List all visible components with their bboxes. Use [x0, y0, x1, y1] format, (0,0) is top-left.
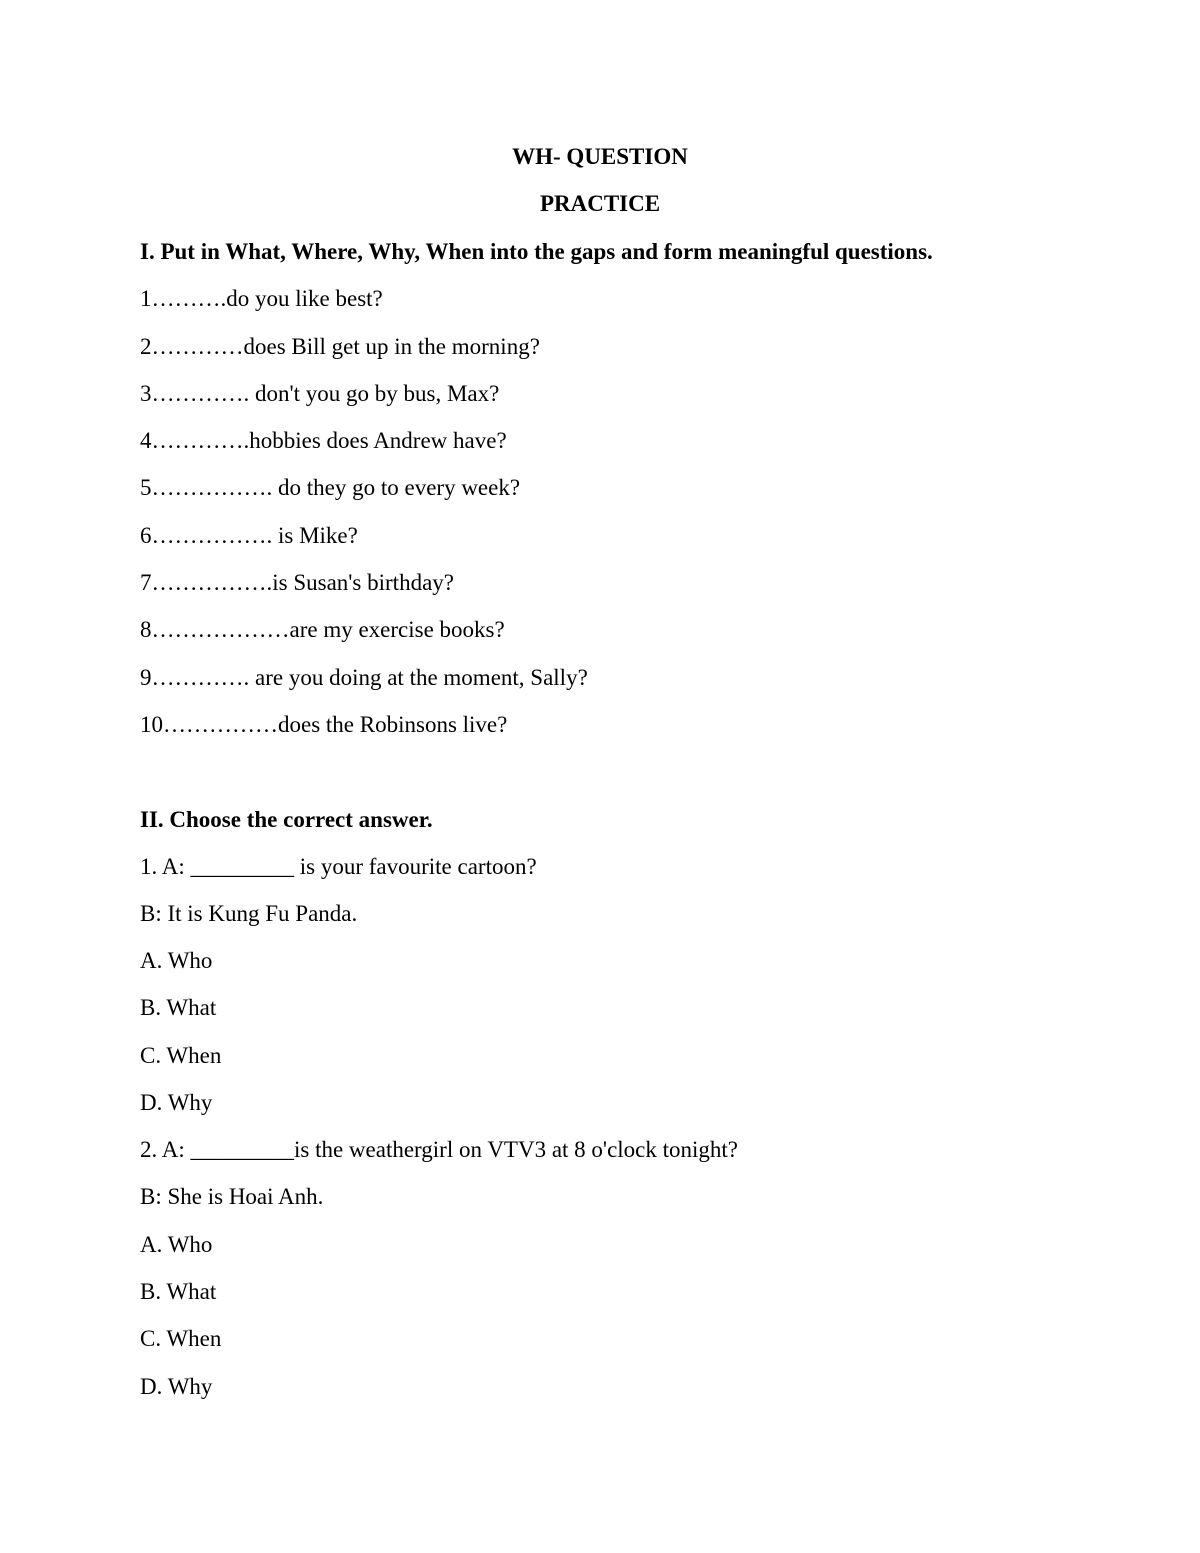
answer-text: B: She is Hoai Anh.	[140, 1184, 324, 1209]
option-d: D. Why	[140, 1090, 213, 1115]
answer-text: B: It is Kung Fu Panda.	[140, 901, 358, 926]
exercise-item: 8………………are my exercise books?	[140, 617, 505, 642]
exercise-item: 3…………. don't you go by bus, Max?	[140, 381, 500, 406]
option-c: C. When	[140, 1043, 222, 1068]
exercise-item: 6……………. is Mike?	[140, 523, 358, 548]
option-b: B. What	[140, 1279, 217, 1304]
page-title: WH- QUESTION	[512, 144, 688, 169]
exercise-item: 2…………does Bill get up in the morning?	[140, 334, 540, 359]
question-text: 2. A: _________is the weathergirl on VTV3 at 8 o'clock tonight?	[140, 1137, 739, 1162]
option-d: D. Why	[140, 1374, 213, 1399]
page-subtitle: PRACTICE	[539, 191, 661, 216]
option-b: B. What	[140, 995, 217, 1020]
section-2-heading: II. Choose the correct answer.	[140, 807, 433, 832]
option-c: C. When	[140, 1326, 222, 1351]
exercise-item: 9…………. are you doing at the moment, Sally?	[140, 665, 588, 690]
exercise-item: 7…………….is Susan's birthday?	[140, 570, 454, 595]
exercise-item: 10……………does the Robinsons live?	[140, 712, 508, 737]
exercise-item: 5……………. do they go to every week?	[140, 475, 521, 500]
option-a: A. Who	[140, 1232, 213, 1257]
section-1-heading: I. Put in What, Where, Why, When into the gaps and form meaningful questions.	[140, 239, 933, 264]
option-a: A. Who	[140, 948, 213, 973]
exercise-item: 4………….hobbies does Andrew have?	[140, 428, 507, 453]
question-text: 1. A: _________ is your favourite cartoon?	[140, 854, 537, 879]
exercise-item: 1……….do you like best?	[140, 286, 383, 311]
